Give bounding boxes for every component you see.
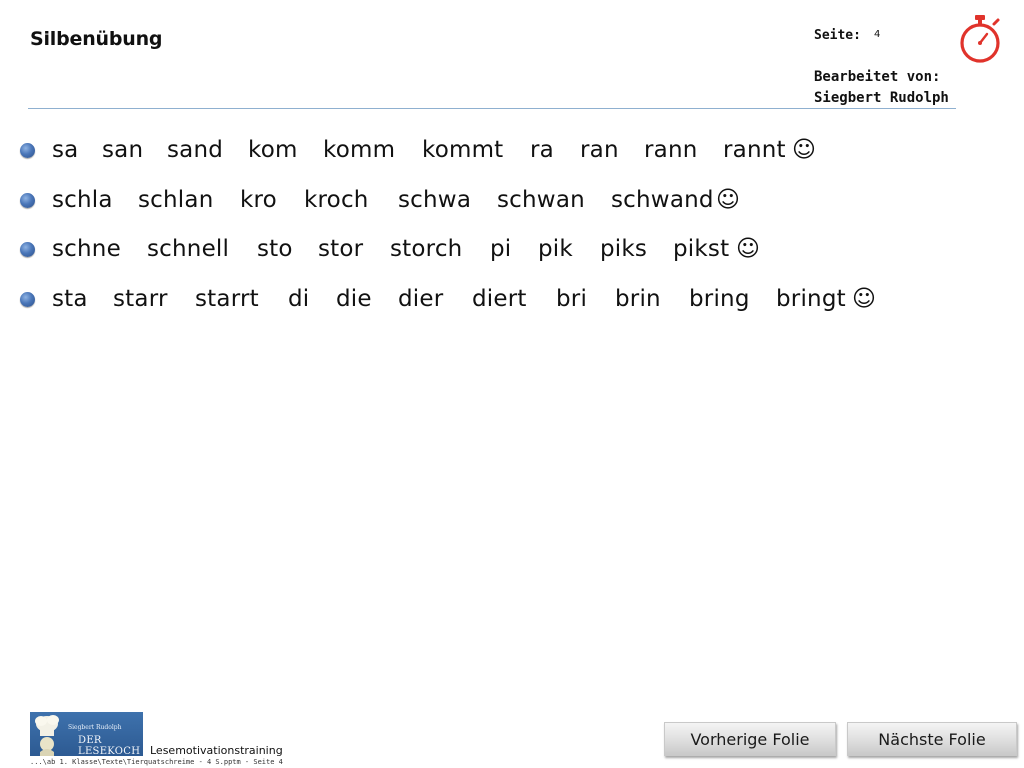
syllable: di (288, 286, 310, 312)
syllable: komm (323, 137, 396, 163)
syllable: kom (248, 137, 298, 163)
smiley-icon: ☺ (852, 286, 876, 312)
syllable: piks (600, 236, 648, 262)
app-name: Lesemotivationstraining (150, 744, 283, 757)
syllable-row-2 (0, 183, 1000, 217)
syllable: brin (615, 286, 661, 312)
syllable-row-4 (0, 282, 1000, 316)
syllable: bringt (776, 286, 846, 312)
syllable: pi (490, 236, 512, 262)
syllable-row-3 (0, 232, 1000, 266)
syllable: san (102, 137, 144, 163)
syllable: diert (472, 286, 527, 312)
syllable: bri (556, 286, 588, 312)
syllable: pikst (673, 236, 730, 262)
syllable: pik (538, 236, 573, 262)
syllable: storch (390, 236, 463, 262)
leseskoch-logo[interactable] (30, 712, 143, 756)
syllable: sto (257, 236, 293, 262)
syllable: ra (530, 137, 554, 163)
syllable: schnell (147, 236, 230, 262)
syllable: schwand (611, 187, 714, 213)
chef-logo-icon (32, 712, 72, 756)
previous-slide-button[interactable]: Vorherige Folie (664, 722, 836, 756)
syllable: starr (113, 286, 168, 312)
stopwatch-icon[interactable] (956, 14, 1004, 64)
syllable: sta (52, 286, 88, 312)
syllable: kro (240, 187, 277, 213)
syllable: sa (52, 137, 79, 163)
syllable: schne (52, 236, 121, 262)
logo-title: DER LESEKOCH (78, 735, 141, 756)
author-label: Bearbeitet von: (814, 69, 941, 85)
syllable-row-1 (0, 133, 1000, 167)
syllable: schlan (138, 187, 214, 213)
syllable: schwa (398, 187, 472, 213)
syllable: bring (689, 286, 750, 312)
syllable: starrt (195, 286, 259, 312)
next-slide-button[interactable]: Nächste Folie (847, 722, 1017, 756)
page-title: Silbenübung (30, 28, 163, 50)
page-label: Seite: (814, 28, 861, 43)
syllable: dier (398, 286, 444, 312)
bullet-icon (20, 193, 35, 208)
smiley-icon: ☺ (792, 137, 816, 163)
bullet-icon (20, 292, 35, 307)
syllable: rannt (723, 137, 786, 163)
syllable: schla (52, 187, 113, 213)
syllable: stor (318, 236, 364, 262)
syllable: ran (580, 137, 619, 163)
file-path: ...\ab 1. Klasse\Texte\Tierquatschreime - 4 S.pptm - Seite 4 (30, 758, 283, 766)
syllable: rann (644, 137, 698, 163)
smiley-icon: ☺ (716, 187, 740, 213)
smiley-icon: ☺ (736, 236, 760, 262)
syllable: sand (167, 137, 224, 163)
bullet-icon (20, 143, 35, 158)
page-number: 4 (874, 29, 881, 40)
syllable: kroch (304, 187, 369, 213)
syllable: die (336, 286, 372, 312)
bullet-icon (20, 242, 35, 257)
syllable: schwan (497, 187, 585, 213)
logo-subtitle: Siegbert Rudolph (68, 724, 122, 731)
header-divider (28, 108, 956, 109)
author-name: Siegbert Rudolph (814, 90, 949, 106)
syllable: kommt (422, 137, 504, 163)
